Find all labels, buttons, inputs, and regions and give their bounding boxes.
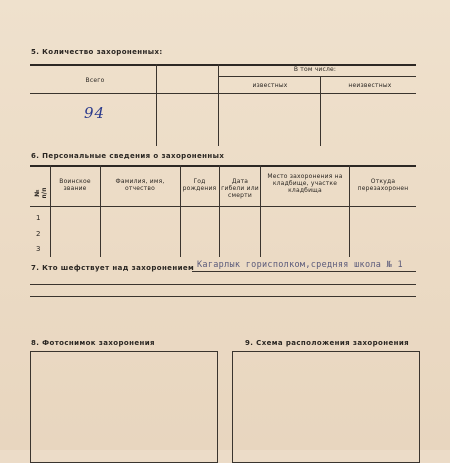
section8-title: 8. Фотоснимок захоронения: [31, 339, 155, 347]
section9-title: 9. Схема расположения захоронения: [245, 339, 410, 347]
section6-header-place: Место захоронения на кладбище, участке кладбища: [267, 173, 343, 194]
section6-top-rule: [30, 165, 416, 167]
section6-divider-3: [180, 165, 181, 257]
section5-total-value: 94: [84, 104, 106, 122]
section7-title: 7. Кто шефствует над захоронением: [31, 264, 195, 272]
section5-col-unknown: неизвестных: [348, 82, 392, 89]
section6-header-from: Откуда перезахоронен: [357, 178, 409, 192]
section5-col-total: Всего: [85, 77, 105, 84]
section5-divider-2: [218, 64, 219, 146]
section6-header-name: Фамилия, имя, отчество: [115, 178, 165, 192]
section5-col-known: известных: [252, 82, 288, 89]
section5-header-bottom-rule: [30, 93, 416, 94]
section6-header-bottom-rule: [30, 206, 416, 207]
section7-line-3: [30, 296, 416, 297]
section8-photo-box: [30, 351, 218, 463]
section7-value: Кагарлык горисполком,средняя школа № 1: [197, 260, 403, 270]
section5-divider-1: [156, 64, 157, 146]
section6-title: 6. Персональные сведения о захороненных: [31, 152, 225, 160]
section6-divider-6: [349, 165, 350, 257]
section6-header-num: № п/п: [34, 187, 48, 199]
section5-subheader-rule: [218, 76, 416, 77]
section6-header-rank: Воинское звание: [59, 178, 91, 192]
section7-line-2: [30, 284, 416, 285]
section5-title: 5. Количество захороненных:: [31, 48, 163, 56]
section6-header-birth: Год рождения: [182, 178, 217, 192]
section6-row-2: 2: [36, 230, 41, 238]
section5-col-including: В том числе:: [293, 66, 337, 73]
section6-divider-2: [100, 165, 101, 257]
section6-header-death: Дата гибели или смерти: [221, 178, 259, 199]
section5-divider-3: [320, 76, 321, 146]
section6-row-3: 3: [36, 245, 41, 253]
section7-answer-line: [192, 271, 416, 272]
section6-divider-5: [260, 165, 261, 257]
section6-row-1: 1: [36, 214, 41, 222]
section9-scheme-box: [232, 351, 420, 463]
section6-divider-1: [50, 165, 51, 257]
